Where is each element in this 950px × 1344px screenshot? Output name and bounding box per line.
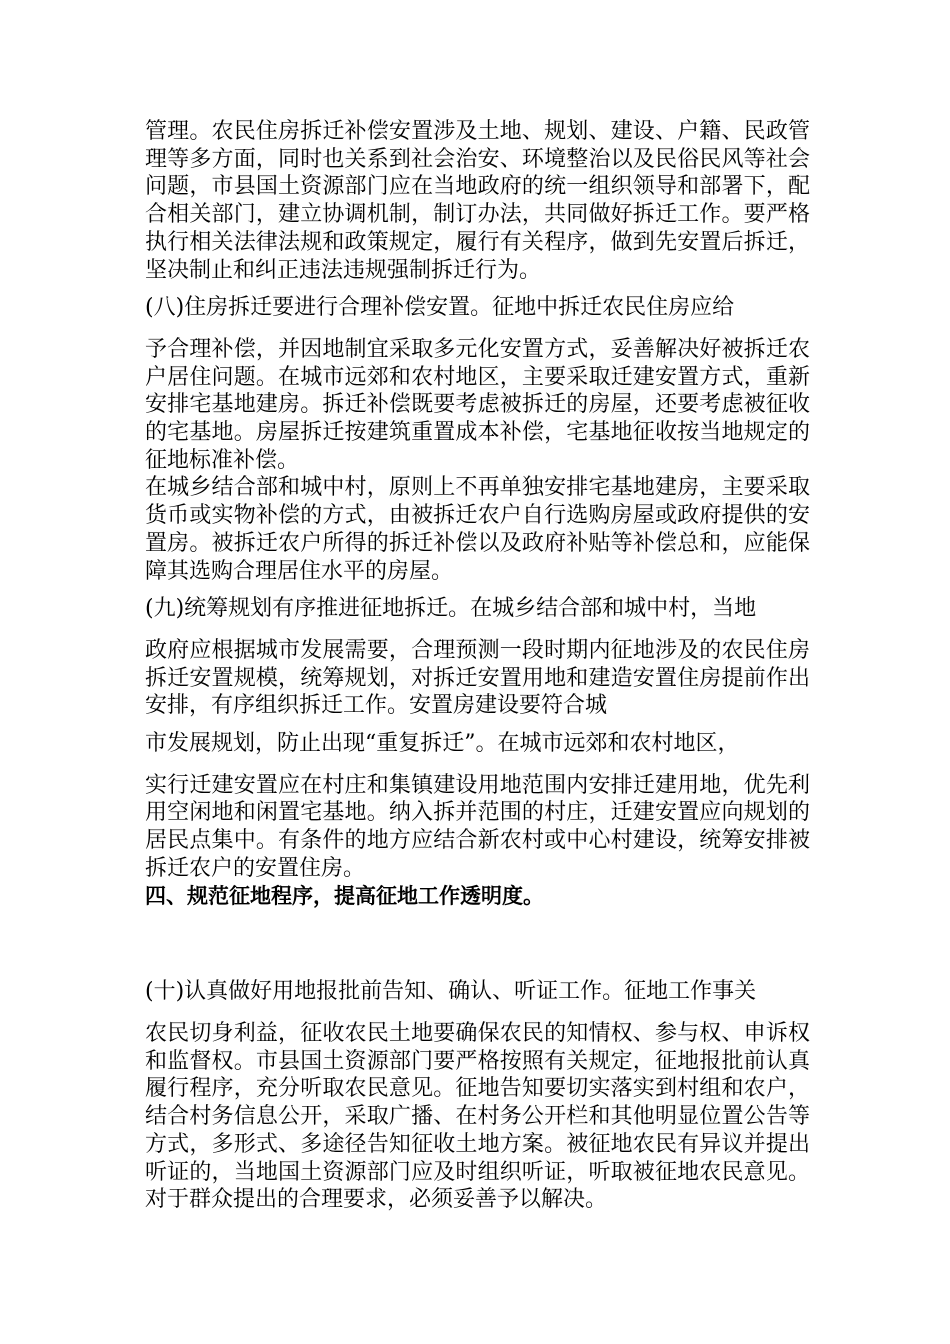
spacer	[145, 623, 810, 637]
clause-9-heading-line: (九)统筹规划有序推进征地拆迁。在城乡结合部和城中村，当地	[145, 596, 757, 622]
spacer	[145, 585, 810, 595]
clause-8-body: 予合理补偿，并因地制宜采取多元化安置方式，妥善解决好被拆迁农户居住问题。在城市远郊和农村地区，主要采取迁建安置方式，重新安排宅基地建房。拆迁补偿既要考虑被拆迁的房屋，还要考虑被征收的宅基地。房屋拆迁按建筑重置成本补偿，宅基地征收按当地规定的征地标准补偿。	[145, 336, 810, 473]
spacer	[145, 1006, 810, 1020]
clause-9-body: 政府应根据城市发展需要，合理预测一段时期内征地涉及的农民住房拆迁安置规模，统筹规划，对拆迁安置用地和建造安置住房提前作出安排，有序组织拆迁工作。安置房建设要符合城	[145, 637, 810, 719]
spacer	[145, 322, 810, 336]
paragraph-urban-fringe-compensation: 在城乡结合部和城中村，原则上不再单独安排宅基地建房，主要采取货币或实物补偿的方式，由被拆迁农户自行选购房屋或政府提供的安置房。被拆迁农户所得的拆迁补偿以及政府补贴等补偿总和，应能保障其选购合理居住水平的房屋。	[145, 475, 810, 584]
clause-10-heading-line: (十)认真做好用地报批前告知、确认、听证工作。征地工作事关	[145, 979, 757, 1005]
clause-9-tail: 实行迁建安置应在村庄和集镇建设用地范围内安排迁建用地，优先利用空闲地和闲置宅基地。纳入拆并范围的村庄，迁建安置应向规划的居民点集中。有条件的地方应结合新农村或中心村建设，统筹安排被拆迁农户的安置住房。	[145, 772, 810, 881]
spacer	[145, 720, 810, 730]
clause-10-body: 农民切身利益，征收农民土地要确保农民的知情权、参与权、申诉权和监督权。市县国土资源部门要严格按照有关规定，征地报批前认真履行程序，充分听取农民意见。征地告知要切实落实到村组和农户，结合村务信息公开，采取广播、在村务公开栏和其他明显位置公告等方式，多形式、多途径告知征收土地方案。被征地农民有异议并提出听证的，当地国土资源部门应及时组织听证，听取被征地农民意见。对于群众提出的合理要求，必须妥善予以解决。	[145, 1020, 810, 1213]
clause-9-planning-line: 市发展规划，防止出现“重复拆迁”。在城市远郊和农村地区，	[145, 731, 740, 757]
clause-8-heading-line: (八)住房拆迁要进行合理补偿安置。征地中拆迁农民住房应给	[145, 295, 735, 321]
spacer	[145, 284, 810, 294]
spacer	[145, 910, 810, 978]
section-4-heading: 四、规范征地程序，提高征地工作透明度。	[145, 883, 544, 908]
spacer	[145, 758, 810, 772]
document-body	[145, 118, 810, 1214]
paragraph-resettlement-management: 管理。农民住房拆迁补偿安置涉及土地、规划、建设、户籍、民政管理等多方面，同时也关系到社会治安、环境整治以及民俗民风等社会问题，市县国土资源部门应在当地政府的统一组织领导和部署下，配合相关部门，建立协调机制，制订办法，共同做好拆迁工作。要严格执行相关法律法规和政策规定，履行有关程序，做到先安置后拆迁，坚决制止和纠正违法违规强制拆迁行为。	[145, 119, 810, 283]
